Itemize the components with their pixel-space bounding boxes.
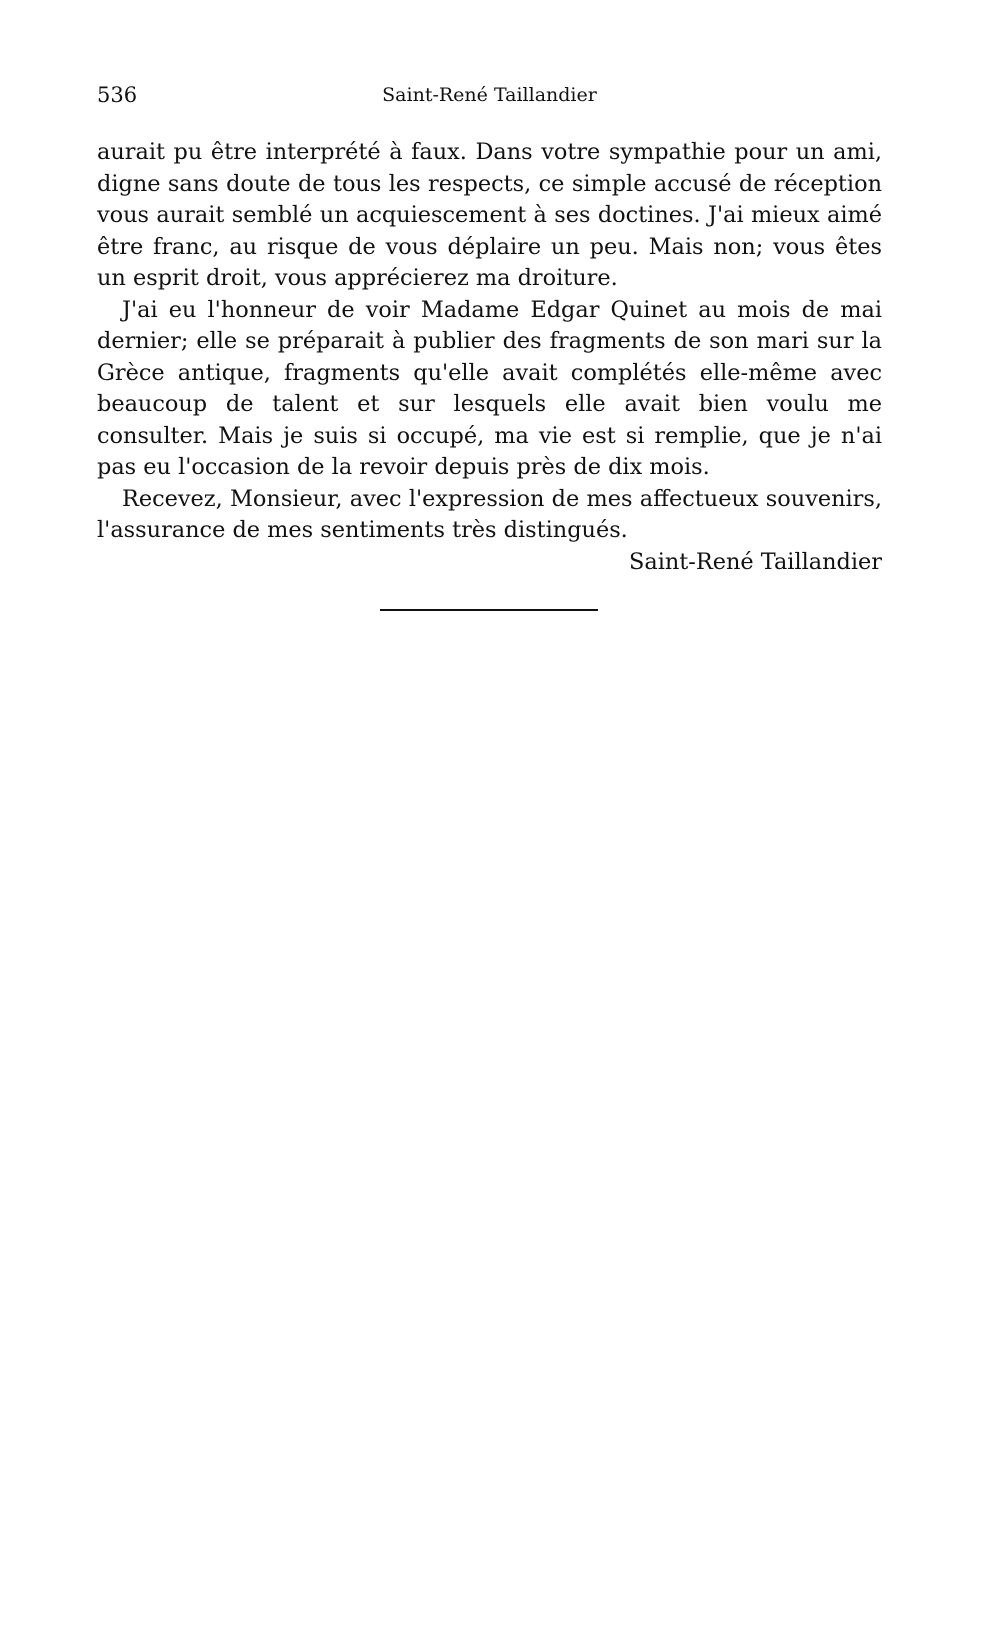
page-number: 536 [97, 83, 138, 107]
section-end-rule [380, 609, 598, 611]
paragraph-closing: Recevez, Monsieur, avec l'expression de mes affectueux souvenirs, l'assurance de mes sentiments très distingués. [97, 485, 882, 543]
paragraph-quinet-visit: J'ai eu l'honneur de voir Madame Edgar Quinet au mois de mai dernier; elle se préparait à publier des fragments de son mari sur la Grèce antique, fragments qu'elle avait complétés elle-même avec beaucoup de talent et sur lesquels elle avait bien voulu me consulter. Mais je suis si occupé, ma vie est si remplie, que je n'ai pas eu l'occasion de la revoir depuis près de dix mois. [97, 296, 882, 480]
running-title: Saint-René Taillandier [382, 84, 597, 106]
paragraph-continuation: aurait pu être interprété à faux. Dans votre sympathie pour un ami, digne sans doute de tous les respects, ce simple accusé de réception vous aurait semblé un acquiescement à ses doctines. J'ai mieux aimé être franc, au risque de vous déplaire un peu. Mais non; vous êtes un esprit droit, vous apprécierez ma droiture. [97, 139, 882, 291]
signature: Saint-René Taillandier [629, 548, 882, 575]
letter-body [97, 137, 882, 578]
running-head [97, 80, 882, 110]
